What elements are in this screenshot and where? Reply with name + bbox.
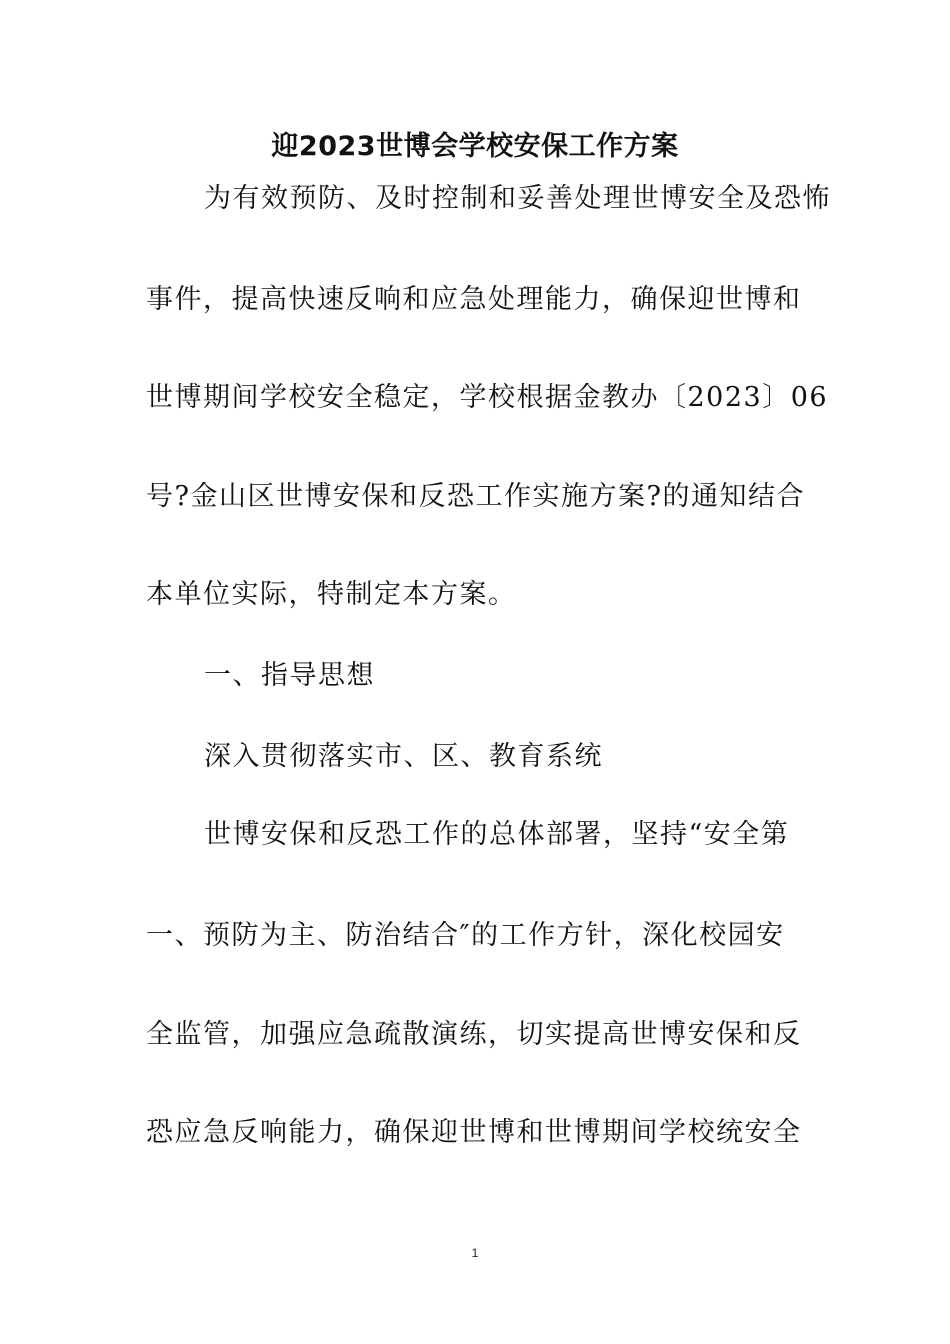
paragraph-line: 号?金山区世博安保和反恐工作实施方案?的通知结合 <box>146 481 805 512</box>
document-title: 迎2023世博会学校安保工作方案 <box>271 131 679 162</box>
paragraph-line: 一、预防为主、防治结合″的工作方针，深化校园安 <box>146 920 785 951</box>
section-heading: 一、指导思想 <box>204 660 375 691</box>
paragraph-line: 全监管，加强应急疏散演练，切实提高世博安保和反 <box>146 1019 802 1050</box>
paragraph-line: 世博期间学校安全稳定，学校根据金教办〔2023〕06 <box>146 382 829 413</box>
page-number: 1 <box>471 1246 479 1260</box>
paragraph-line: 深入贯彻落实市、区、教育系统 <box>204 741 603 772</box>
paragraph-line: 事件，提高快速反响和应急处理能力，确保迎世博和 <box>146 284 802 315</box>
paragraph-line: 恐应急反响能力，确保迎世博和世博期间学校统安全 <box>146 1117 802 1148</box>
paragraph-line: 世博安保和反恐工作的总体部署，坚持“安全第 <box>204 819 790 850</box>
paragraph-line: 为有效预防、及时控制和妥善处理世博安全及恐怖 <box>204 183 831 214</box>
paragraph-line: 本单位实际，特制定本方案。 <box>146 579 517 610</box>
